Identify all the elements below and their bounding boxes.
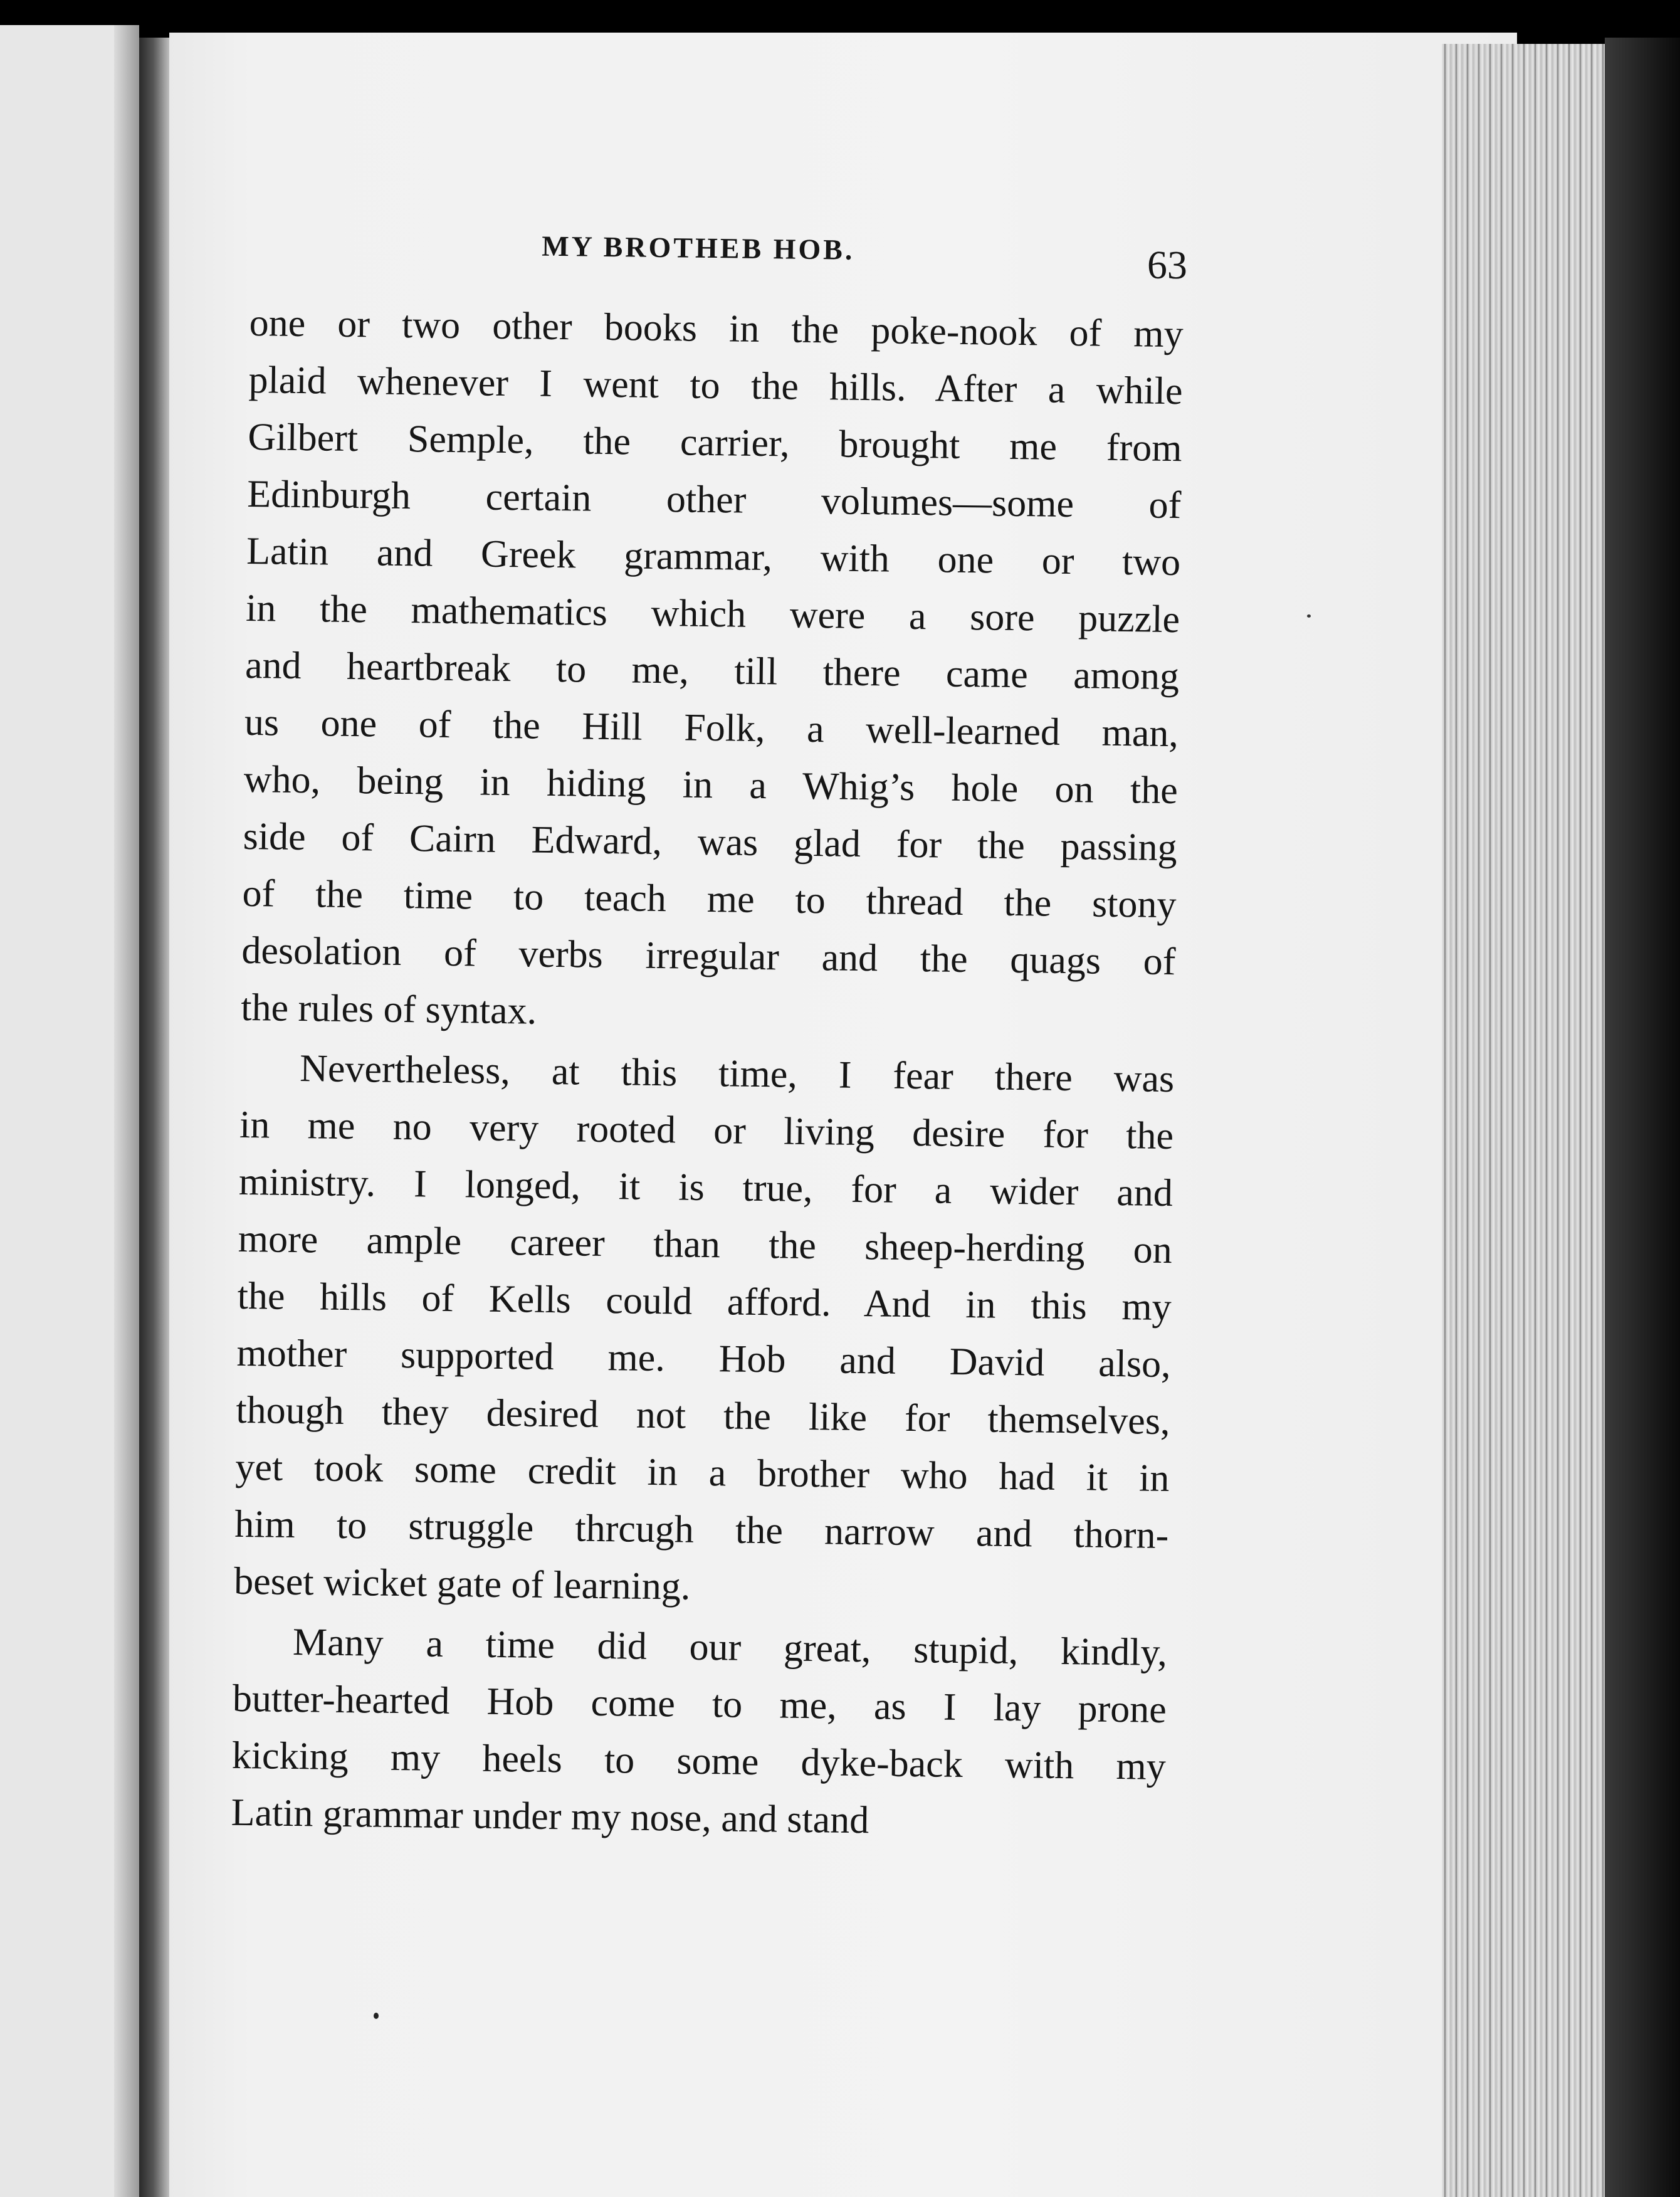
text-line: and heartbreak to me, till there came among <box>244 643 1180 698</box>
text-line: Latin grammar under my nose, and stand <box>231 1791 869 1842</box>
text-line: more ample career than the sheep-herding on <box>238 1217 1173 1272</box>
text-line: though they desired not the like for themselves, <box>236 1388 1170 1443</box>
text-line: mother supported me. Hob and David also, <box>236 1331 1171 1386</box>
left-facing-page <box>0 25 139 2197</box>
text-line: desolation of verbs irregular and the quags of <box>241 929 1176 984</box>
ink-speck <box>374 2013 379 2019</box>
ink-speck <box>1307 614 1311 618</box>
body-text <box>231 295 1184 1853</box>
text-line: one or two other books in the poke-nook of my <box>249 301 1184 356</box>
paragraph <box>234 1040 1175 1621</box>
text-block <box>231 207 1188 1853</box>
text-line: who, being in hiding in a Whig’s hole on the <box>243 757 1179 813</box>
text-line: Latin and Greek grammar, with one or two <box>246 529 1181 584</box>
text-line: plaid whenever I went to the hills. After a while <box>248 358 1183 413</box>
edge-shadow <box>1605 38 1680 2197</box>
text-line: ministry. I longed, it is true, for a wider and <box>238 1160 1173 1215</box>
text-line: of the time to teach me to thread the stony <box>242 872 1177 927</box>
text-line: Nevertheless, at this time, I fear there was <box>299 1047 1175 1101</box>
page-number: 63 <box>1147 242 1188 288</box>
text-line: beset wicket gate of learning. <box>233 1559 691 1608</box>
page-edges <box>1442 44 1630 2197</box>
text-line: us one of the Hill Folk, a well-learned man, <box>244 700 1179 756</box>
text-line: butter-hearted Hob come to me, as I lay prone <box>232 1677 1167 1732</box>
text-line: the hills of Kells could afford. And in this my <box>237 1274 1172 1329</box>
text-line: in me no very rooted or living desire for the <box>239 1103 1174 1158</box>
running-head-title: MY BROTHEB HOB. <box>541 229 855 266</box>
text-line: Many a time did our great, stupid, kindly, <box>292 1620 1168 1675</box>
paragraph <box>231 1613 1167 1853</box>
paragraph <box>241 295 1184 1048</box>
text-line: in the mathematics which were a sore puzzle <box>245 586 1180 641</box>
text-line: yet took some credit in a brother who had it in <box>235 1445 1170 1500</box>
text-line: Gilbert Semple, the carrier, brought me from <box>248 415 1182 470</box>
text-line: the rules of syntax. <box>240 986 537 1033</box>
text-line: him to struggle thrcugh the narrow and thorn- <box>234 1502 1169 1557</box>
text-line: kicking my heels to some dyke-back with my <box>231 1734 1167 1789</box>
text-line: Edinburgh certain other volumes—some of <box>246 472 1182 527</box>
text-line: side of Cairn Edward, was glad for the passing <box>243 814 1178 870</box>
running-head <box>249 207 1188 306</box>
